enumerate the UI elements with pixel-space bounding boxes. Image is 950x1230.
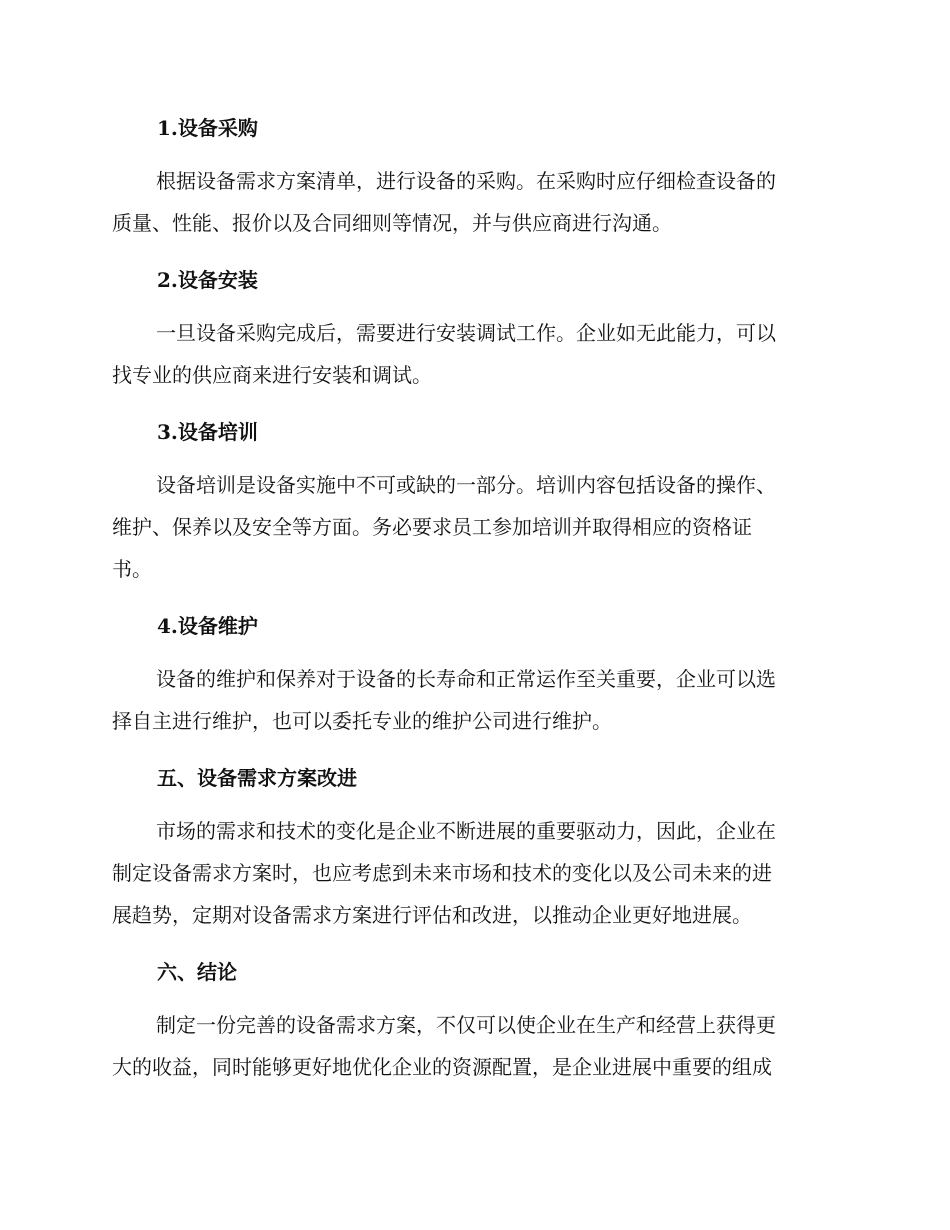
section-heading-equipment-procurement: 1.设备采购	[157, 116, 258, 140]
paragraph-line: 设备的维护和保养对于设备的长寿命和正常运作至关重要，企业可以选	[156, 667, 776, 691]
section-heading-plan-improvement: 五、设备需求方案改进	[157, 766, 357, 790]
paragraph-equipment-procurement	[112, 160, 834, 244]
paragraph-line: 制定一份完善的设备需求方案，不仅可以使企业在生产和经营上获得更	[156, 1013, 776, 1037]
section-heading-equipment-installation: 2.设备安装	[157, 268, 258, 292]
paragraph-equipment-maintenance	[112, 658, 834, 742]
paragraph-line: 制定设备需求方案时，也应考虑到未来市场和技术的变化以及公司未来的进	[112, 861, 772, 885]
paragraph-line: 书。	[112, 557, 152, 581]
paragraph-equipment-installation	[112, 312, 834, 396]
paragraph-conclusion	[112, 1004, 834, 1088]
paragraph-line: 设备培训是设备实施中不可或缺的一部分。培训内容包括设备的操作、	[156, 473, 776, 497]
paragraph-line: 展趋势，定期对设备需求方案进行评估和改进，以推动企业更好地进展。	[112, 903, 752, 927]
paragraph-line: 维护、保养以及安全等方面。务必要求员工参加培训并取得相应的资格证	[112, 515, 752, 539]
paragraph-line: 一旦设备采购完成后，需要进行安装调试工作。企业如无此能力，可以	[156, 321, 776, 345]
paragraph-line: 择自主进行维护，也可以委托专业的维护公司进行维护。	[112, 709, 612, 733]
paragraph-line: 市场的需求和技术的变化是企业不断进展的重要驱动力，因此，企业在	[156, 819, 776, 843]
section-heading-conclusion: 六、结论	[157, 960, 237, 984]
paragraph-line: 大的收益，同时能够更好地优化企业的资源配置，是企业进展中重要的组成	[112, 1055, 772, 1079]
paragraph-line: 根据设备需求方案清单，进行设备的采购。在采购时应仔细检查设备的	[156, 169, 776, 193]
section-heading-equipment-maintenance: 4.设备维护	[157, 614, 258, 638]
paragraph-plan-improvement	[112, 810, 834, 936]
paragraph-line: 找专业的供应商来进行安装和调试。	[112, 363, 432, 387]
paragraph-equipment-training	[112, 464, 834, 590]
section-heading-equipment-training: 3.设备培训	[157, 420, 258, 444]
paragraph-line: 质量、性能、报价以及合同细则等情况，并与供应商进行沟通。	[112, 211, 672, 235]
